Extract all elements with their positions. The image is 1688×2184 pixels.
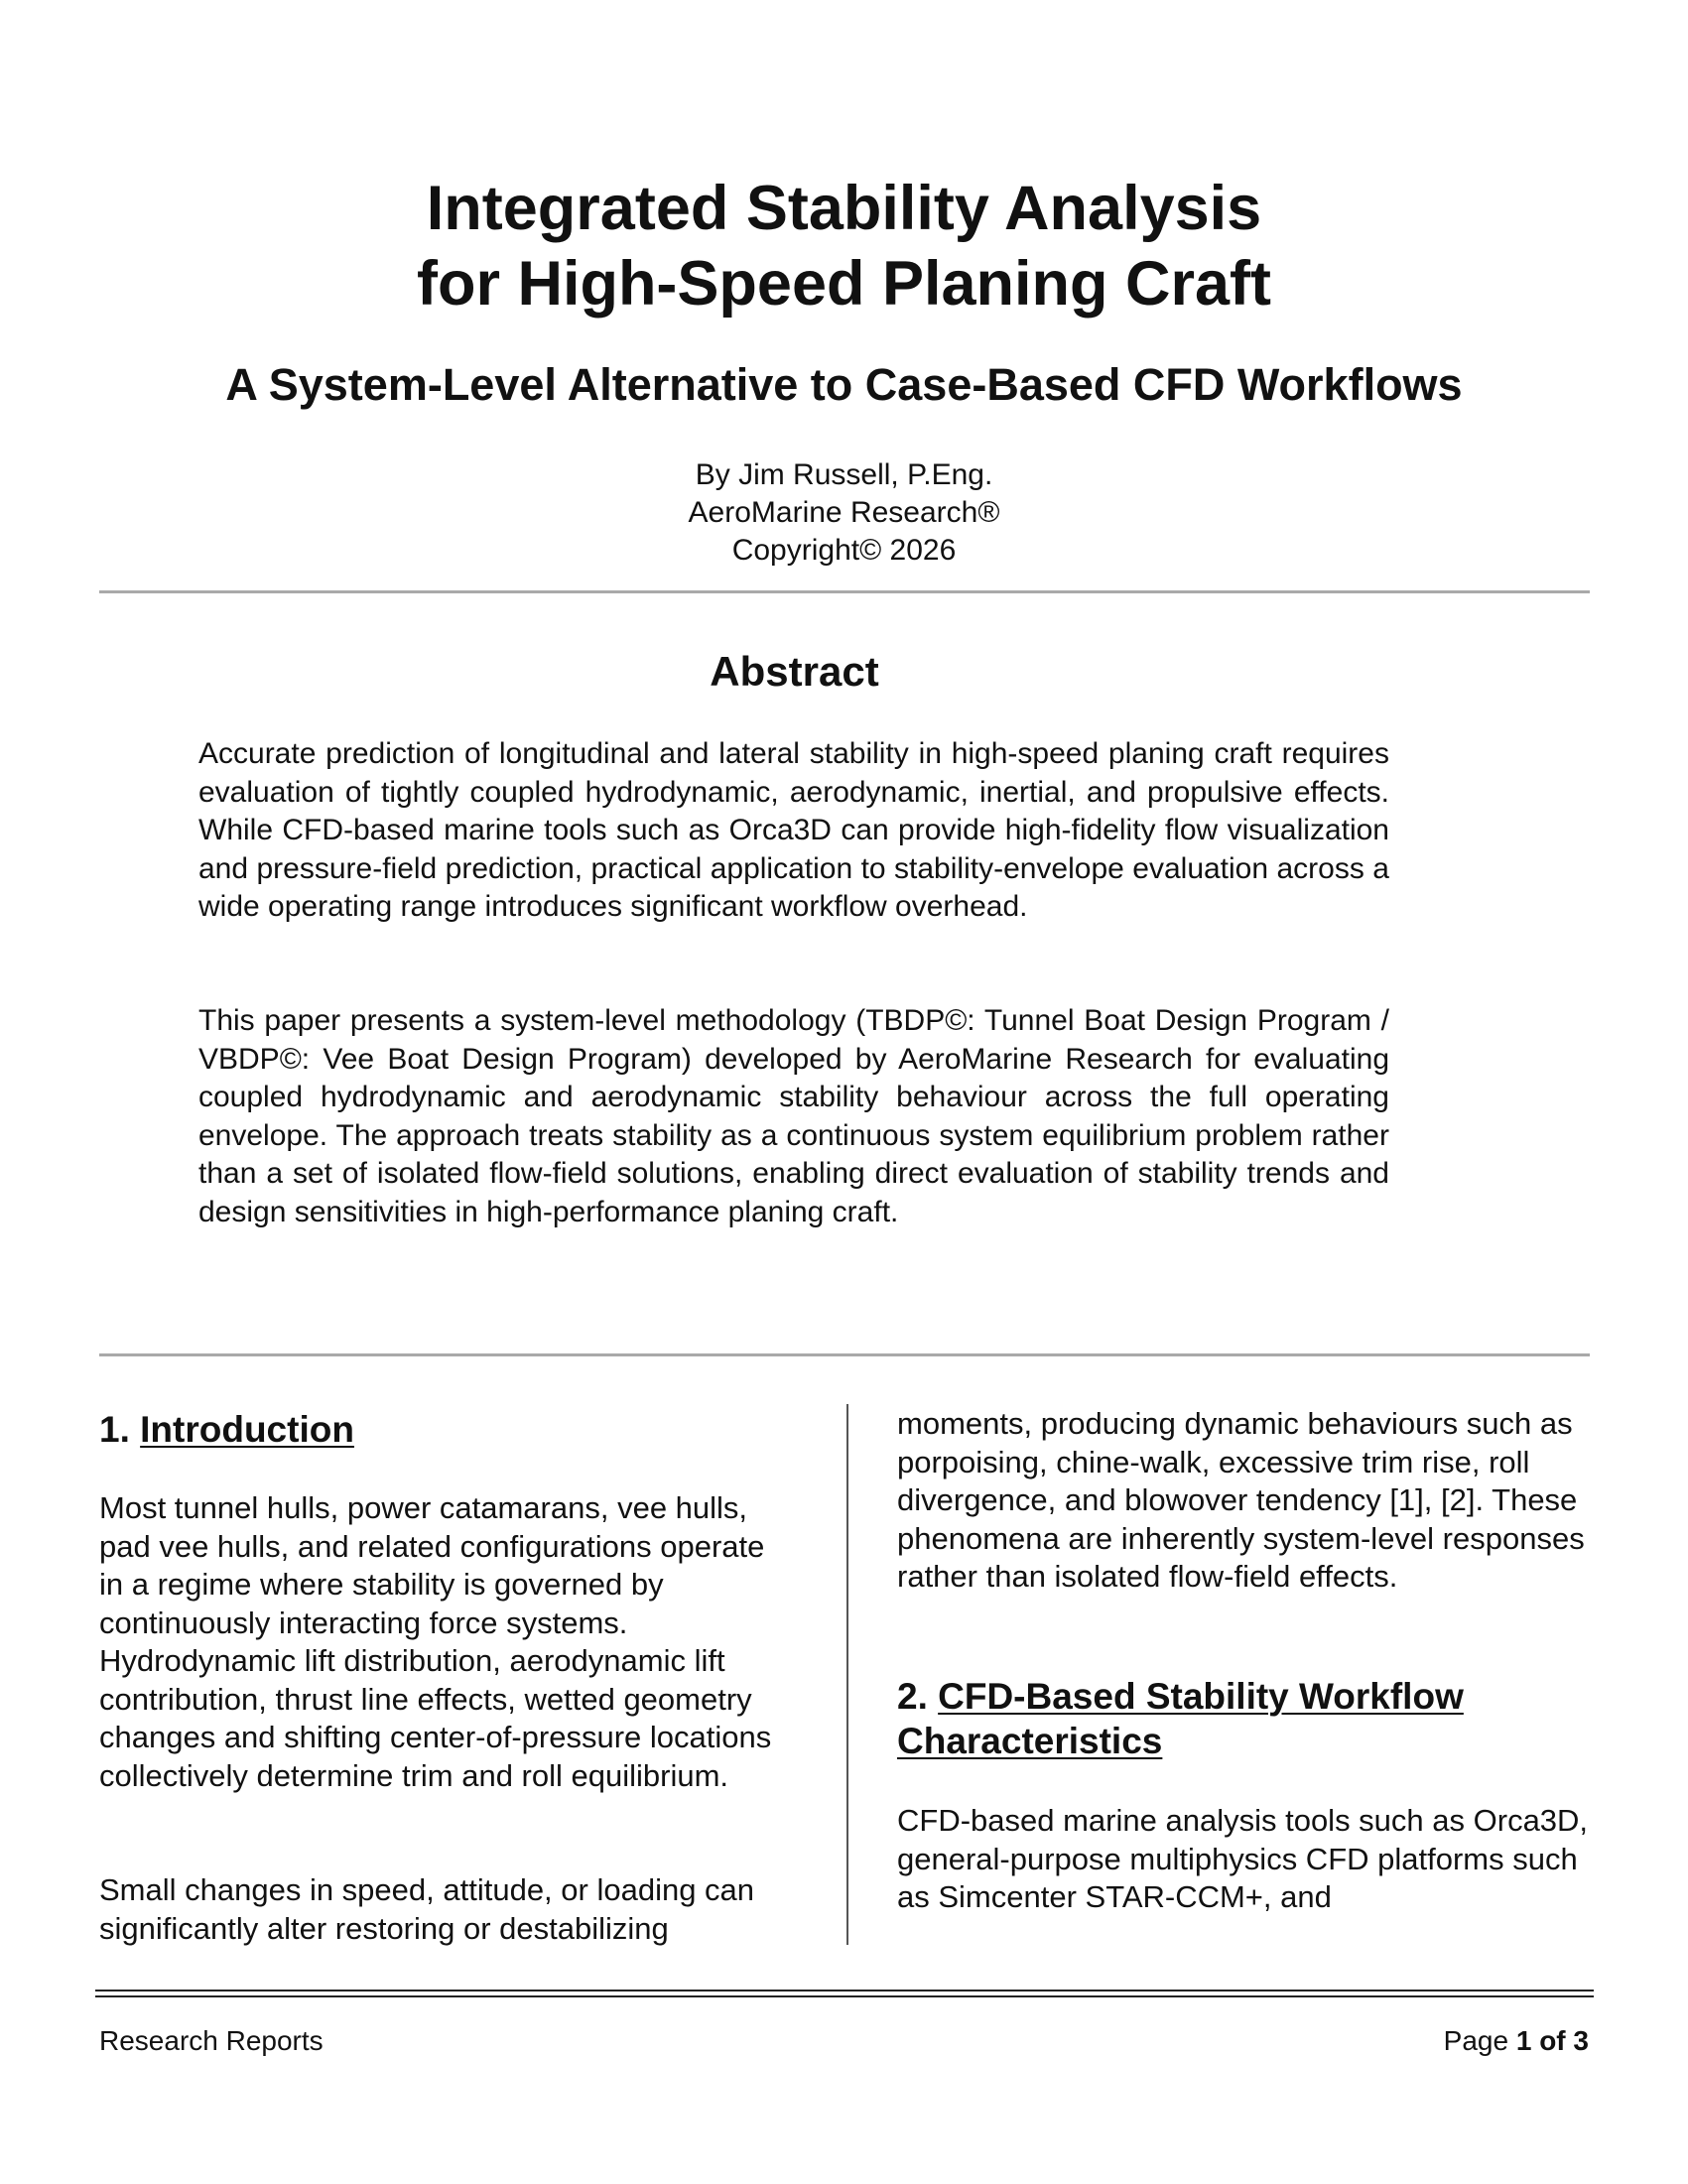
copyright: Copyright© 2026 [731,534,957,567]
section-2-title-line-2: Characteristics [897,1721,1163,1761]
column-divider [846,1404,848,1945]
page-of: of [1531,2025,1574,2056]
page-prefix: Page [1443,2025,1516,2056]
page-total: 3 [1573,2025,1589,2056]
rule-top [99,590,1590,593]
section-2-heading [897,1674,1592,1763]
footer-rule-1 [95,1990,1594,1991]
page-current: 1 [1515,2025,1532,2056]
abstract-paragraph-1: Accurate prediction of longitudinal and lateral stability in high-speed planing craft requires evaluation of tightly coupled hydrodynamic, aerodynamic, inertial, and propulsive effects. While CFD-based marine tools such as Orca3D can provide high-fidelity flow visualization and pressure-field prediction, practical application to stability-envelope evaluation across a wide operating range introduces significant workflow overhead. [198,737,1389,923]
rule-middle [99,1353,1590,1356]
title-line-2: for High-Speed Planing Craft [416,249,1272,319]
paper-title [0,171,1688,321]
section-1-continuation: moments, producing dynamic behaviours such as porpoising, chine-walk, excessive trim rise, roll divergence, and blowover tendency [1], [2]. These phenomena are inherently system-level responses rather than isolated flow-field effects. [897,1406,1585,1594]
section-2-title-line-1: CFD-Based Stability Workflow [938,1676,1464,1717]
title-line-1: Integrated Stability Analysis [426,174,1262,243]
section-2-paragraph-1: CFD-based marine analysis tools such as Orca3D, general-purpose multiphysics CFD platforms such as Simcenter STAR-CCM+, and [897,1803,1589,1914]
abstract-heading: Abstract [710,648,879,695]
section-1-paragraph-1: Most tunnel hulls, power catamarans, vee hulls, pad vee hulls, and related configurations operate in a regime where stability is governed by continuously interacting force systems. Hydrodynamic lift distribution, aerodynamic lift contribution, thrust line effects, wetted geometry changes and shifting center-of-pressure locations collectively determine trim and roll equilibrium. [99,1490,772,1793]
organization: AeroMarine Research® [688,496,1000,529]
author: By Jim Russell, P.Eng. [695,458,993,491]
section-1-title: Introduction [140,1409,354,1450]
byline [0,456,1688,570]
paper-subtitle: A System-Level Alternative to Case-Based CFD Workflows [225,359,1463,410]
section-1-heading [99,1407,794,1452]
footer-label: Research Reports [99,2025,324,2056]
page-number [1444,2024,1589,2058]
footer-rule-2 [95,1995,1594,1997]
section-2-number: 2. [897,1676,928,1717]
abstract-paragraph-2: This paper presents a system-level methodology (TBDP©: Tunnel Boat Design Program / VBDP©: Vee Boat Design Program) developed by AeroMarine Research for evaluating coupled hydrodynamic and aerodynamic stability behaviour across the full operating envelope. The approach treats stability as a continuous system equilibrium problem rather than a set of isolated flow-field solutions, enabling direct evaluation of stability trends and design sensitivities in high-performance planing craft. [198,1004,1389,1228]
section-1-paragraph-2: Small changes in speed, attitude, or loading can significantly alter restoring or destabilizing [99,1872,755,1946]
section-1-number: 1. [99,1409,130,1450]
